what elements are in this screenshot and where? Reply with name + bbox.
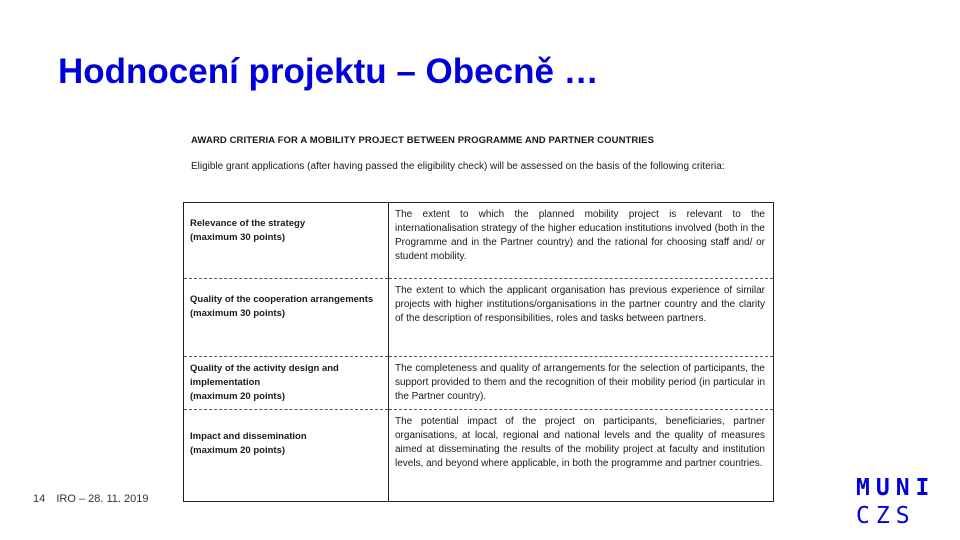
logo-line-muni: MUNI [856,475,936,501]
slide-footer [33,493,148,505]
criterion-name: Quality of the activity design and implementation [190,363,339,388]
criterion-description: The completeness and quality of arrangements for the selection of participants, the support provided to them and the recognition of their mobility period (in particular in the Partner country). [389,357,774,410]
criterion-name-cell [184,279,389,357]
table-row [184,279,774,357]
slide-title: Hodnocení projektu – Obecně … [58,52,599,91]
document-heading: AWARD CRITERIA FOR A MOBILITY PROJECT BETWEEN PROGRAMME AND PARTNER COUNTRIES [191,135,655,146]
page-number: 14 [33,493,46,505]
criterion-points: (maximum 20 points) [190,391,286,402]
logo-line-czs: CZS [856,503,916,529]
criterion-name: Impact and dissemination [190,431,307,442]
criterion-name-cell [184,203,389,279]
table-row [184,203,774,279]
footer-text: IRO – 28. 11. 2019 [56,493,149,505]
criterion-points: (maximum 30 points) [190,308,286,319]
table-row [184,410,774,502]
criterion-description: The extent to which the planned mobility project is relevant to the internationalisation strategy of the higher education institutions involved (both in the Programme and in the Partner country) and the rational for choosing staff and/ or student mobility. [395,209,765,262]
muni-czs-logo [856,474,936,530]
table-row [184,357,774,410]
criterion-name: Quality of the cooperation arrangements [190,294,374,305]
criterion-name: Relevance of the strategy [190,218,306,229]
criterion-description: The extent to which the applicant organisation has previous experience of similar projects with higher institutions/organisations in the partner country and the clarity of the description of responsibilities, roles and tasks between partners. [389,279,774,357]
criterion-name-cell [184,357,389,410]
criterion-description: The potential impact of the project on participants, beneficiaries, partner organisations, at local, regional and national levels and the quality of measures aimed at disseminating the results of the mobility project at faculty and institution levels, and beyond where applicable, in both the programme and partner countries. [389,410,774,502]
criterion-points: (maximum 30 points) [190,232,286,243]
award-criteria-table [183,202,774,502]
criterion-points: (maximum 20 points) [190,445,286,456]
document-intro: Eligible grant applications (after having passed the eligibility check) will be assessed on the basis of the following criteria: [191,161,725,172]
criterion-name-cell [184,410,389,502]
